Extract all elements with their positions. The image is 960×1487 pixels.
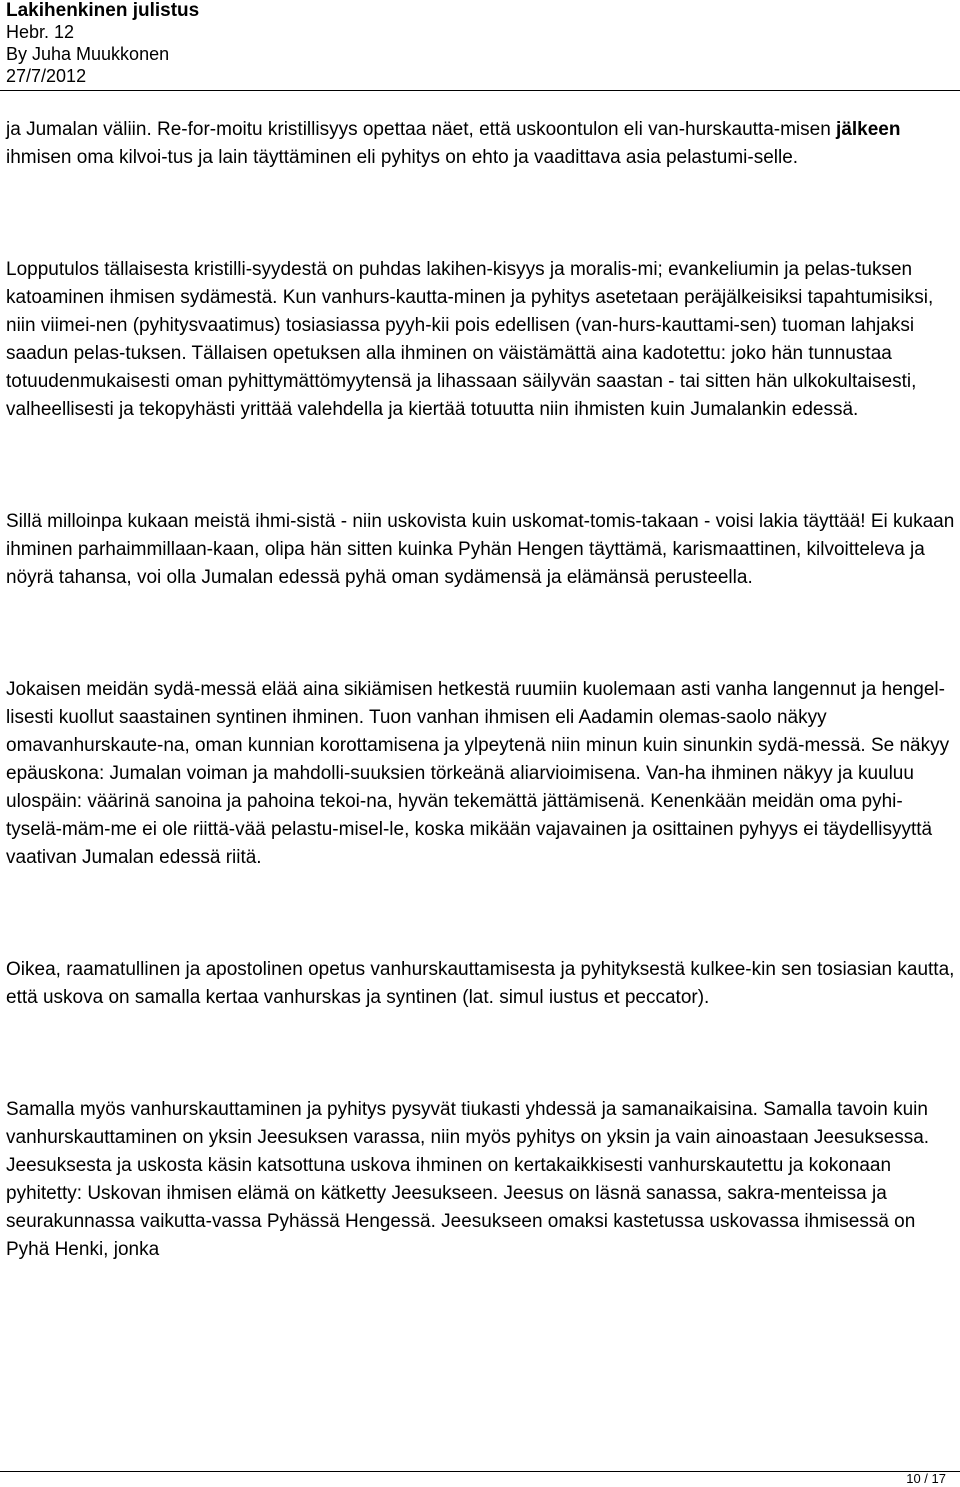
paragraph: Lopputulos tällaisesta kristilli-syydestä on puhdas lakihen-kisyys ja moralis-mi; evankeliumin ja pelas-tuksen katoaminen ihmisen sydämestä. Kun vanhurs-kautta-minen ja pyhitys asetetaan peräjälkeisiksi tapahtumisiksi, niin viimei-nen (pyhitysvaatimus) tosiasiassa pyyh-kii pois edellisen (van-hurs-kauttami-sen) tuoman lahjaksi saadun pelas-tuksen. Tällaisen opetuksen alla ihminen on väistämättä aina kadotettu: joko hän tunnustaa totuudenmukaisesti oman pyhittymättömyytensä ja lihassaan säilyvän saastan - tai sitten hän ulkokultaisesti, valheellisesti ja tekopyhästi yrittää valehdella ja kiertää totuutta niin ihmisten kuin Jumalankin edessä.	[6, 259, 934, 420]
paragraph: Samalla myös vanhurskauttaminen ja pyhitys pysyvät tiukasti yhdessä ja samanaikaisina. Samalla tavoin kuin vanhurskauttaminen on yksin Jeesuksen varassa, niin myös pyhitys on yksin ja vain ainoastaan Jeesuksessa. Jeesuksesta ja uskosta käsin katsottuna uskova ihminen on kertakaikkisesti vanhurskautettu ja kokonaan pyhitetty: Uskovan ihmisen elämä on kätketty Jeesukseen. Jeesus on läsnä sanassa, sakra-menteissa ja seurakunnassa vaikutta-vassa Pyhässä Hengessä. Jeesukseen omaksi kastetussa uskovassa ihmisessä on Pyhä Henki, jonka	[6, 1099, 930, 1260]
paragraph	[6, 116, 958, 172]
paragraph-text: ihmisen oma kilvoi-tus ja lain täyttäminen eli pyhitys on ehto ja vaadittava asia pelastumi-selle.	[6, 147, 799, 168]
paragraph: Sillä milloinpa kukaan meistä ihmi-sistä - niin uskovista kuin uskomat-tomis-takaan - voisi lakia täyttää! Ei kukaan ihminen parhaimmillaan-kaan, olipa hän sitten kuinka Pyhän Hengen täyttämä, karismaattinen, kilvoitteleva ja nöyrä tahansa, voi olla Jumalan edessä pyhä oman sydämensä ja elämänsä perusteella.	[6, 511, 955, 588]
header-divider	[0, 90, 960, 91]
publish-date: 27/7/2012	[6, 66, 87, 86]
document-body	[6, 116, 958, 1264]
page-number: 10 / 17	[906, 1471, 946, 1486]
scripture-reference: Hebr. 12	[6, 22, 75, 42]
paragraph: Jokaisen meidän sydä-messä elää aina sikiämisen hetkestä ruumiin kuolemaan asti vanha langennut ja hengel-lisesti kuollut saastainen syntinen ihminen. Tuon vanhan ihmisen eli Aadamin olemas-saolo näkyy omavanhurskaute-na, oman kunnian korottamisena ja ylpeytenä niin minun kuin sinunkin sydä-messä. Se näkyy epäuskona: Jumalan voiman ja mahdolli-suuksien törkeänä aliarvioimisena. Van-ha ihminen näkyy ja kuuluu ulospäin: väärinä sanoina ja pahoina tekoi-na, hyvän tekemättä jättämisenä. Kenenkään meidän oma pyhi-tyselä-mäm-me ei ole riittä-vää pelastu-misel-le, koska mikään vajavainen ja osittainen pyhyys ei täydellisyyttä vaativan Jumalan edessä riitä.	[6, 679, 950, 868]
emphasized-word: jälkeen	[836, 119, 901, 140]
page-header	[6, 0, 956, 86]
document-title: Lakihenkinen julistus	[6, 0, 200, 21]
footer-divider	[0, 1471, 960, 1472]
author-line: By Juha Muukkonen	[6, 44, 170, 64]
paragraph: Oikea, raamatullinen ja apostolinen opetus vanhurskauttamisesta ja pyhityksestä kulkee-kin sen tosiasian kautta, että uskova on samalla kertaa vanhurskas ja syntinen (lat. simul iustus et peccator).	[6, 959, 955, 1008]
paragraph-text: ja Jumalan väliin. Re-for-moitu kristillisyys opettaa näet, että uskoontulon eli van-hurskautta-misen	[6, 119, 837, 140]
